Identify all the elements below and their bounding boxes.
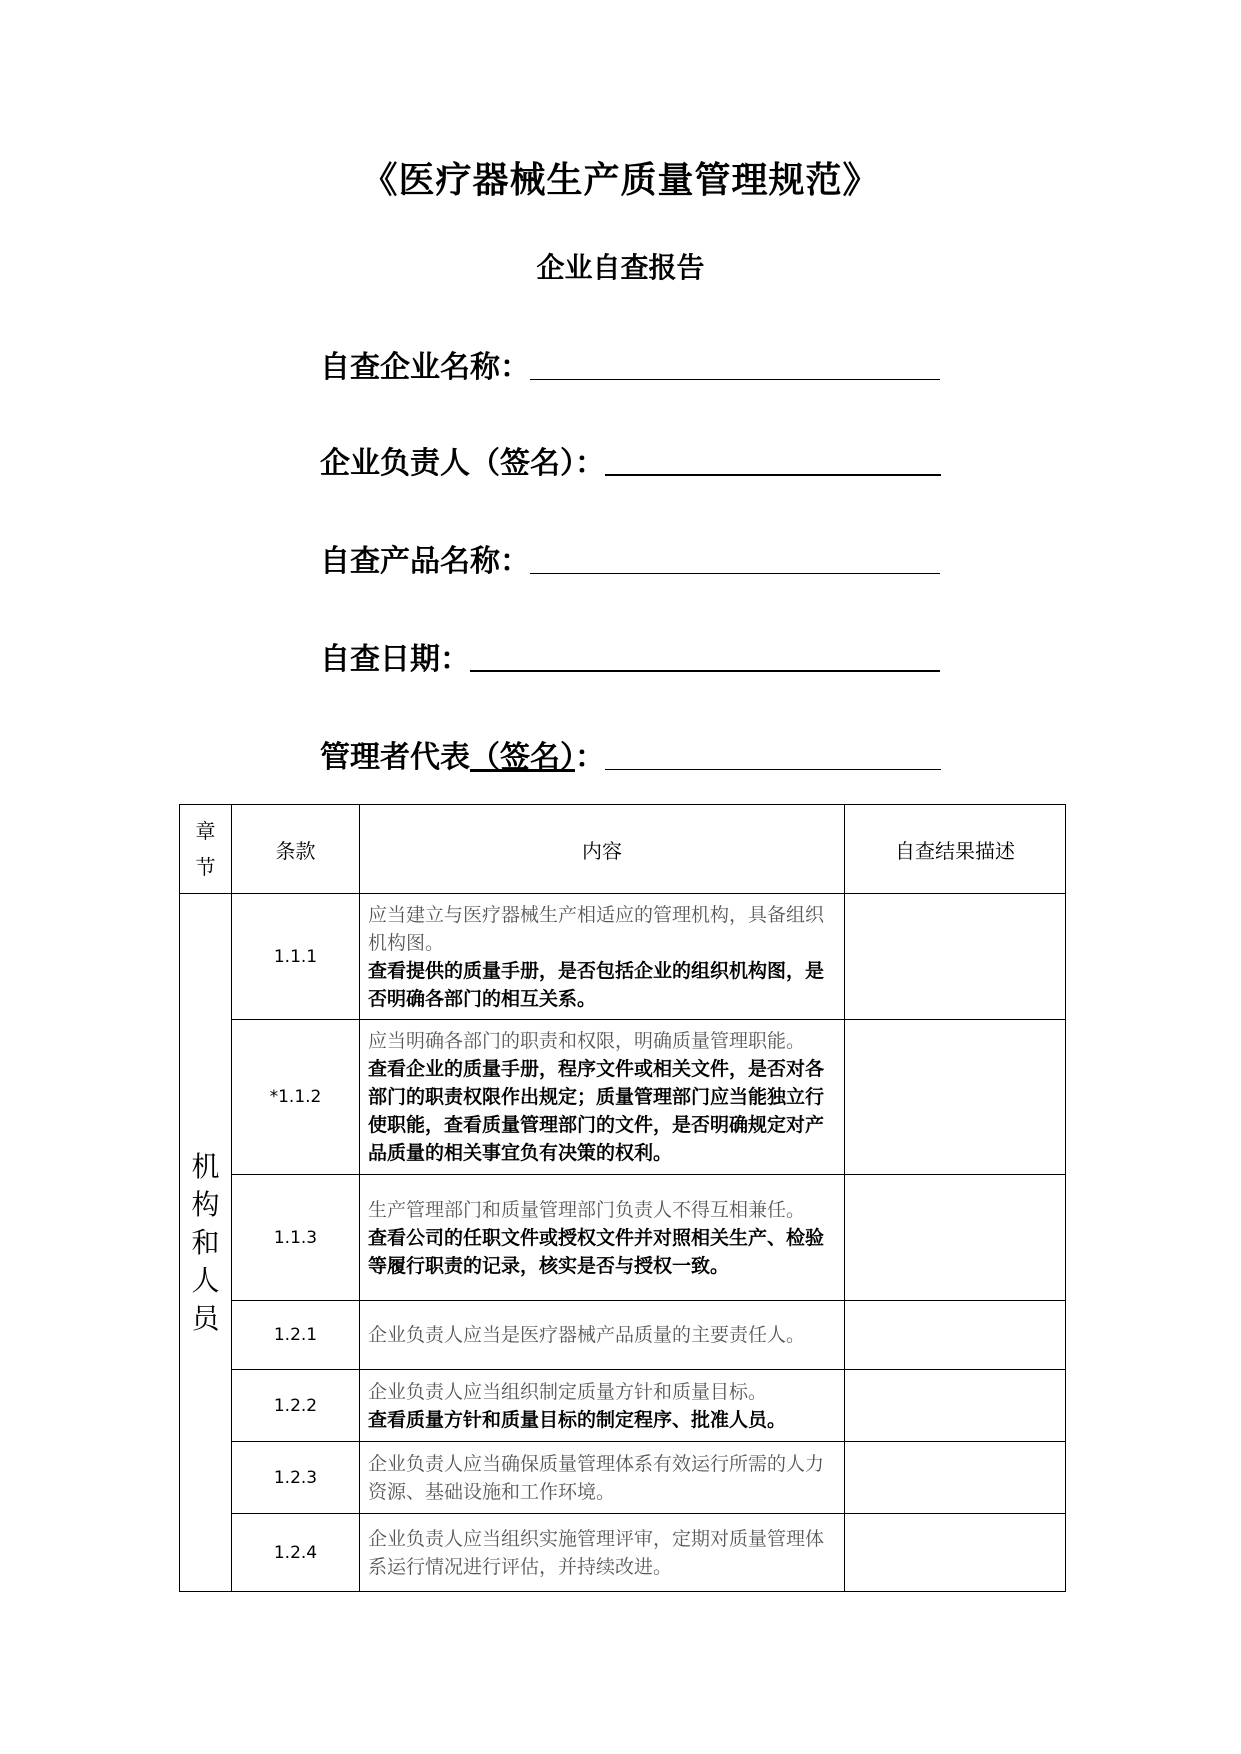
- clause-number: 1.2.2: [232, 1370, 360, 1442]
- field-label: 自查产品名称：: [320, 544, 530, 579]
- table-header-row: [180, 805, 1066, 894]
- check-method-text: 查看公司的任职文件或授权文件并对照相关生产、检验等履行职责的记录，核实是否与授权一致。: [368, 1226, 825, 1277]
- result-cell[interactable]: [845, 1442, 1066, 1514]
- clause-content: [360, 1370, 845, 1442]
- check-method-text: 查看企业的质量手册，程序文件或相关文件，是否对各部门的职责权限作出规定；质量管理部门应当能独立行使职能，查看质量管理部门的文件，是否明确规定对产品质量的相关事宜负有决策的权利。: [368, 1058, 825, 1164]
- check-method-text: 查看质量方针和质量目标的制定程序、批准人员。: [368, 1408, 787, 1431]
- field-company-head: [320, 438, 941, 482]
- result-cell[interactable]: [845, 1370, 1066, 1442]
- clause-content: [360, 894, 845, 1020]
- result-cell[interactable]: [845, 1514, 1066, 1592]
- check-method-text: 查看提供的质量手册，是否包括企业的组织机构图，是否明确各部门的相互关系。: [368, 959, 825, 1010]
- chapter-label: 机 构 和 人 员: [180, 894, 232, 1592]
- clause-content: [360, 1442, 845, 1514]
- label-prefix: 管理者代表: [320, 740, 470, 775]
- table-row: [180, 1514, 1066, 1592]
- header-chapter: 章 节: [180, 805, 232, 894]
- field-label: 企业负责人（签名）：: [320, 446, 605, 481]
- table-row: [180, 1020, 1066, 1175]
- label-suffix: ：: [575, 740, 605, 775]
- clause-number: 1.2.3: [232, 1442, 360, 1514]
- clause-number: 1.2.4: [232, 1514, 360, 1592]
- requirement-text: 应当建立与医疗器械生产相适应的管理机构，具备组织机构图。: [368, 903, 825, 954]
- product-name-blank[interactable]: [530, 572, 940, 574]
- header-result: 自查结果描述: [845, 805, 1066, 894]
- clause-number: 1.2.1: [232, 1301, 360, 1370]
- result-cell[interactable]: [845, 1175, 1066, 1301]
- requirement-text: 企业负责人应当组织实施管理评审，定期对质量管理体系运行情况进行评估，并持续改进。: [368, 1527, 825, 1578]
- table-row: [180, 894, 1066, 1020]
- field-product-name: [320, 536, 940, 580]
- field-check-date: [320, 634, 940, 678]
- clause-number: 1.1.3: [232, 1175, 360, 1301]
- table-row: [180, 1175, 1066, 1301]
- company-name-blank[interactable]: [530, 378, 940, 380]
- label-underlined: （签名）: [470, 740, 575, 775]
- requirement-text: 企业负责人应当组织制定质量方针和质量目标。: [368, 1380, 768, 1403]
- clause-number: 1.1.1: [232, 894, 360, 1020]
- field-company-name: [320, 342, 940, 386]
- clause-content: [360, 1020, 845, 1175]
- self-check-table: [179, 804, 1066, 1592]
- clause-content: [360, 1514, 845, 1592]
- clause-number: *1.1.2: [232, 1020, 360, 1175]
- requirement-text: 企业负责人应当确保质量管理体系有效运行所需的人力资源、基础设施和工作环境。: [368, 1452, 825, 1503]
- result-cell[interactable]: [845, 894, 1066, 1020]
- requirement-text: 生产管理部门和质量管理部门负责人不得互相兼任。: [368, 1198, 806, 1221]
- field-label: [320, 732, 605, 776]
- field-label: 自查企业名称：: [320, 350, 530, 385]
- header-content: 内容: [360, 805, 845, 894]
- result-cell[interactable]: [845, 1020, 1066, 1175]
- clause-content: [360, 1301, 845, 1370]
- check-date-blank[interactable]: [470, 669, 940, 672]
- requirement-text: 应当明确各部门的职责和权限，明确质量管理职能。: [368, 1030, 806, 1052]
- document-title: 《医疗器械生产质量管理规范》: [361, 159, 880, 201]
- header-clause: 条款: [232, 805, 360, 894]
- field-label: 自查日期：: [320, 642, 470, 677]
- field-management-rep: [320, 732, 941, 776]
- management-rep-signature-blank[interactable]: [605, 768, 941, 770]
- table-row: [180, 1301, 1066, 1370]
- company-head-signature-blank[interactable]: [605, 473, 941, 476]
- document-subtitle: 企业自查报告: [536, 251, 705, 284]
- result-cell[interactable]: [845, 1301, 1066, 1370]
- table-row: [180, 1442, 1066, 1514]
- requirement-text: 企业负责人应当是医疗器械产品质量的主要责任人。: [368, 1324, 806, 1346]
- table-row: [180, 1370, 1066, 1442]
- clause-content: [360, 1175, 845, 1301]
